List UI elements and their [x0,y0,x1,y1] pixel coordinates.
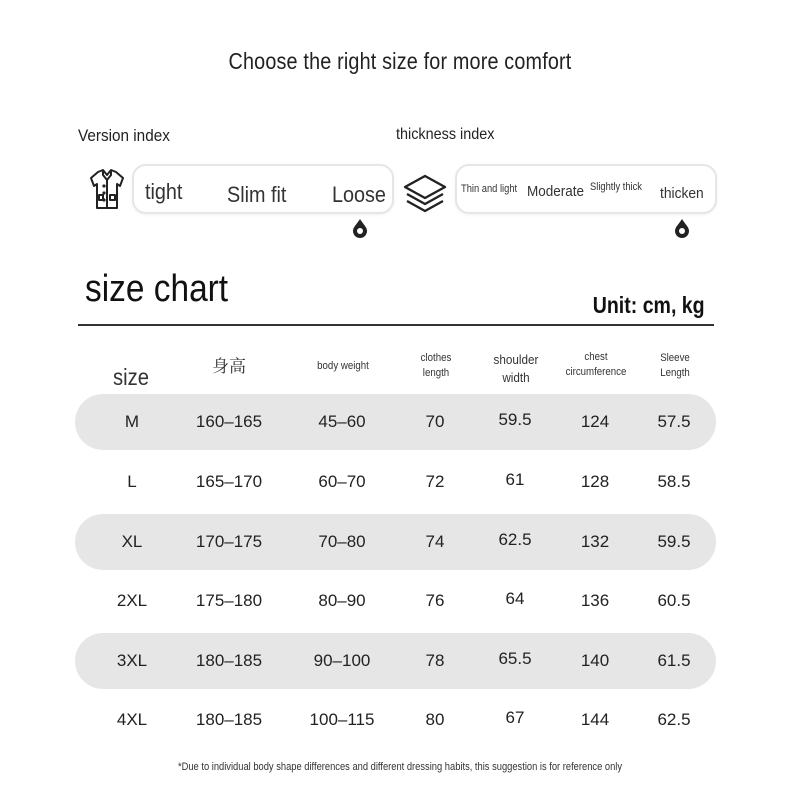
header-height: 身高 [212,357,246,376]
thickness-index-label: thickness index [396,126,495,143]
cell-sleeve: 62.5 [657,710,691,729]
thickness-option-moderate: Moderate [527,183,585,200]
thickness-index-scale [455,164,717,214]
cell-weight: 60–70 [318,472,366,491]
cell-shoulder: 65.5 [498,649,532,668]
header-sleeve-line2: Length [660,366,690,379]
table-row [75,514,716,570]
table-row [75,573,716,629]
header-body-weight: body weight [317,360,369,372]
cell-length: 72 [425,472,445,491]
cell-height: 170–175 [195,532,263,551]
divider [78,324,714,326]
cell-chest: 140 [580,651,610,670]
header-sleeve-length [644,351,706,381]
version-index-scale [132,164,394,214]
version-option-tight: tight [145,179,183,204]
thickness-option-thin: Thin and light [461,183,518,195]
table-row [75,692,716,748]
cell-weight: 90–100 [313,651,371,670]
cell-length: 78 [425,651,445,670]
cell-sleeve: 60.5 [657,591,691,610]
cell-weight: 80–90 [318,591,366,610]
table-row [75,454,716,510]
cell-size: L [127,472,137,491]
version-selected-marker-icon [352,218,368,238]
cell-chest: 132 [580,532,610,551]
cell-shoulder: 67 [505,708,525,727]
cell-weight: 45–60 [318,412,366,431]
header-chest-circumference [556,350,635,380]
cell-sleeve: 57.5 [657,412,691,431]
cell-length: 76 [425,591,445,610]
cell-sleeve: 59.5 [657,532,691,551]
header-chest-line1: chest [584,351,608,363]
header-shoulder-width [480,351,552,386]
cell-weight: 100–115 [309,710,375,729]
cell-shoulder: 62.5 [498,530,532,549]
cell-size: 3XL [116,651,148,670]
table-row [75,633,716,689]
cell-size: 2XL [116,591,148,610]
thickness-option-thicken: thicken [660,185,704,202]
header-clothes-length-line1: clothes [420,352,452,364]
cell-length: 70 [425,412,445,431]
cell-height: 165–170 [195,472,263,491]
page-title: Choose the right size for more comfort [228,48,572,74]
version-index-label: Version index [78,126,170,145]
shirt-icon [89,168,125,210]
version-option-loose: Loose [332,182,386,207]
cell-length: 74 [425,532,445,551]
cell-shoulder: 59.5 [498,410,532,429]
cell-size: 4XL [116,710,148,729]
header-chest-line2: circumference [565,365,627,378]
cell-length: 80 [425,710,445,729]
cell-height: 180–185 [195,651,263,670]
thickness-selected-marker-icon [674,218,690,238]
cell-shoulder: 64 [505,589,525,608]
version-option-slim-fit: Slim fit [227,182,287,207]
layers-icon [402,173,448,215]
header-shoulder-width-line1: shoulder [493,352,539,367]
header-clothes-length-line2: length [422,366,450,379]
table-row [75,394,716,450]
cell-chest: 124 [580,412,610,431]
cell-chest: 144 [580,710,610,729]
header-sleeve-line1: Sleeve [660,352,690,364]
cell-shoulder: 61 [505,470,525,489]
footnote: *Due to individual body shape differences and different dressing habits, this suggestion is for reference only [177,761,623,773]
thickness-option-slightly-thick: Slightly thick [590,181,642,193]
cell-size: M [124,412,140,431]
header-shoulder-width-line2: width [502,369,530,385]
size-chart-title: size chart [85,268,229,310]
cell-height: 175–180 [195,591,263,610]
cell-height: 160–165 [195,412,263,431]
cell-size: XL [121,532,143,551]
header-clothes-length [405,351,467,381]
cell-sleeve: 58.5 [657,472,691,491]
cell-sleeve: 61.5 [657,651,691,670]
cell-height: 180–185 [195,710,263,729]
cell-chest: 128 [580,472,610,491]
header-size: size [113,364,149,390]
cell-chest: 136 [580,591,610,610]
unit-label: Unit: cm, kg [593,292,705,318]
cell-weight: 70–80 [318,532,366,551]
